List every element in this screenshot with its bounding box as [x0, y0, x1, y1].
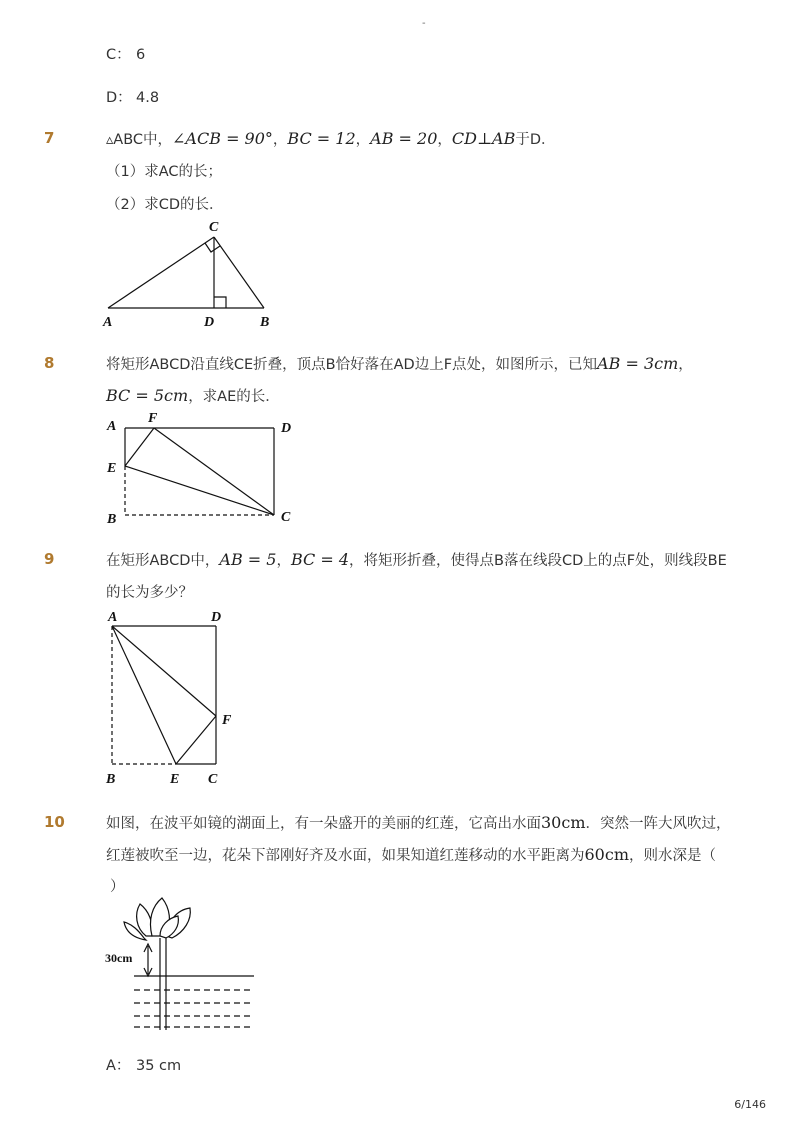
- q9-stem-middle: ，将矩形折叠，使得点B落在线段CD上的点F处，则线段BE: [349, 553, 727, 569]
- q7-label-a: A: [103, 315, 113, 330]
- question-9-number: 9: [44, 550, 55, 568]
- q7-sep3: ，: [437, 132, 452, 148]
- q9-math-bc: BC = 4: [290, 550, 350, 569]
- q10-math-30cm: 30cm: [541, 813, 586, 832]
- q8-label-f: F: [148, 411, 158, 426]
- q9-label-a: A: [108, 610, 118, 625]
- option-c-value: 6: [136, 47, 146, 63]
- q7-stem-prefix: ▵ABC中，: [106, 132, 173, 148]
- q8-math-bc: BC = 5cm: [106, 386, 189, 405]
- question-7-part1: （1）求AC的长；: [106, 164, 223, 180]
- q8-label-a: A: [107, 419, 117, 434]
- header-mark: -: [422, 18, 426, 29]
- q7-stem-suffix: 于D．: [515, 132, 556, 148]
- q8-stem-suffix: ，求AE的长．: [188, 389, 280, 405]
- question-7-number: 7: [44, 129, 55, 147]
- q10-line1-a: 如图，在波平如镜的湖面上，有一朵盛开的美丽的红莲，它高出水面: [106, 816, 541, 832]
- q10-line2-b: ，则水深是（: [629, 848, 716, 864]
- q7-math-cd-perp: CD⊥AB: [451, 129, 516, 148]
- option-d-label: D：: [106, 90, 132, 106]
- question-10-number: 10: [44, 813, 65, 831]
- q7-label-c: C: [209, 220, 219, 235]
- q10-line2-a: 红莲被吹至一边，花朵下部刚好齐及水面，如果知道红莲移动的水平距离为: [106, 848, 585, 864]
- q7-label-d: D: [204, 315, 215, 330]
- q8-label-d: D: [281, 421, 292, 436]
- question-7-part2: （2）求CD的长．: [106, 197, 224, 213]
- q8-stem-line1: 将矩形ABCD沿直线CE折叠，顶点B恰好落在AD边上F点处，如图所示，已知: [106, 357, 598, 373]
- q9-label-e: E: [170, 772, 180, 787]
- q10-option-a-label: A：: [106, 1058, 131, 1074]
- q9-label-d: D: [211, 610, 222, 625]
- q8-math-ab: AB = 3cm: [597, 354, 679, 373]
- question-9-stem-line2: 的长为多少？: [106, 585, 193, 601]
- q10-label-30cm: 30cm: [105, 951, 133, 965]
- q7-sep2: ，: [355, 132, 371, 148]
- q10-math-60cm: 60cm: [584, 845, 629, 864]
- q10-option-a: [106, 1056, 181, 1076]
- q10-line1-b: ．突然一阵大风吹过，: [585, 816, 731, 832]
- q7-label-b: B: [260, 315, 270, 330]
- q8-label-b: B: [107, 512, 117, 527]
- q9-label-b: B: [106, 772, 116, 787]
- q7-math-ab: AB = 20: [370, 129, 438, 148]
- q8-label-c: C: [281, 510, 291, 525]
- q10-option-a-value: 35 cm: [136, 1058, 182, 1074]
- option-d-value: 4.8: [136, 90, 160, 106]
- q8-sep1: ，: [678, 357, 693, 373]
- lotus-flower-icon: [124, 898, 190, 940]
- question-10-stem-line3: ）: [110, 879, 125, 895]
- q8-label-e: E: [107, 461, 117, 476]
- q7-sep1: ，: [272, 132, 288, 148]
- q9-sep1: ，: [276, 553, 291, 569]
- q7-math-angle: ∠ACB = 90°: [172, 129, 273, 148]
- q9-label-c: C: [208, 772, 218, 787]
- q9-math-ab: AB = 5: [219, 550, 277, 569]
- q7-math-bc: BC = 12: [287, 129, 356, 148]
- question-8-number: 8: [44, 354, 55, 372]
- q9-stem-prefix: 在矩形ABCD中，: [106, 553, 220, 569]
- page-number: 6/146: [734, 1098, 766, 1111]
- q9-label-f: F: [222, 713, 232, 728]
- option-c-label: C：: [106, 47, 131, 63]
